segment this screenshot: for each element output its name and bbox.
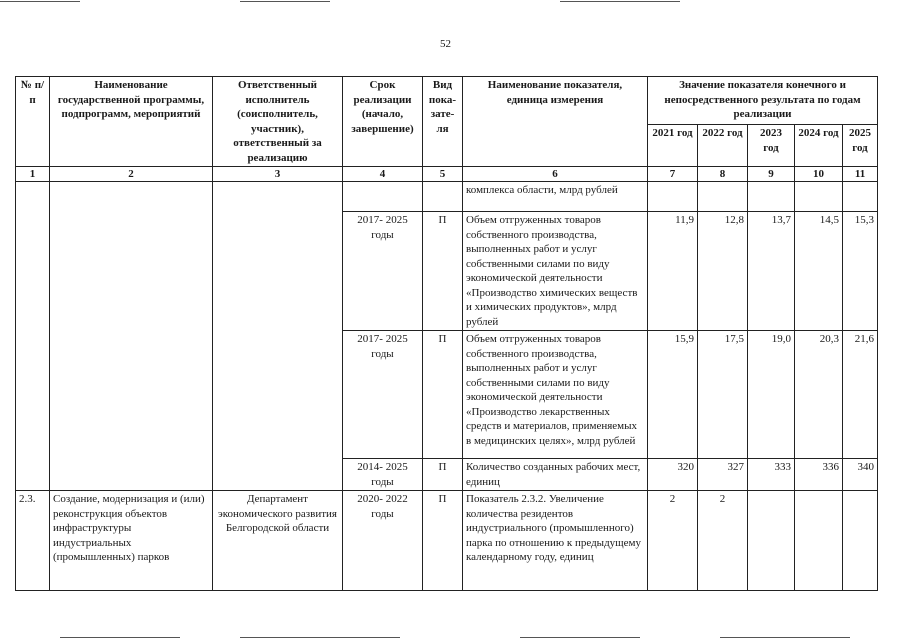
column-number: 7	[648, 167, 698, 182]
cell-number	[16, 182, 50, 491]
cell-indicator: Объем отгруженных товаров собственного производства, выполненных работ и услуг собственными силами по виду экономической деятельности «Производство химических веществ и химических продуктов», млрд рублей	[463, 212, 648, 331]
cell-value: 21,6	[843, 331, 878, 459]
cell-value: 336	[795, 459, 843, 491]
header-indicator-name: Наименование показателя, единица измерения	[463, 77, 648, 167]
cell-value: 340	[843, 459, 878, 491]
scan-artifact	[0, 1, 80, 2]
scan-artifact	[520, 637, 640, 638]
column-number: 3	[213, 167, 343, 182]
cell-value: 13,7	[748, 212, 795, 331]
cell-indicator: Показатель 2.3.2. Увеличение количества резидентов индустриального (промышленного) парка по отношению к предыдущему календарному году, единиц	[463, 491, 648, 591]
cell-value	[648, 182, 698, 212]
scan-artifact	[60, 637, 180, 638]
header-year: 2022 год	[698, 125, 748, 167]
header-year: 2025 год	[843, 125, 878, 167]
cell-value: 12,8	[698, 212, 748, 331]
cell-value	[698, 182, 748, 212]
cell-period: 2017- 2025 годы	[343, 212, 423, 331]
table-row	[16, 491, 878, 591]
cell-executor	[213, 182, 343, 491]
cell-value: 2	[648, 491, 698, 591]
column-numbers-row	[16, 167, 878, 182]
cell-value: 15,3	[843, 212, 878, 331]
header-indicator-type: Вид пока- зате- ля	[423, 77, 463, 167]
column-number: 2	[50, 167, 213, 182]
header-period: Срок реализации (начало, завершение)	[343, 77, 423, 167]
cell-value	[843, 182, 878, 212]
cell-type: П	[423, 459, 463, 491]
cell-value: 327	[698, 459, 748, 491]
cell-value	[795, 182, 843, 212]
column-number: 6	[463, 167, 648, 182]
scan-artifact	[560, 1, 680, 2]
cell-value: 20,3	[795, 331, 843, 459]
program-indicators-table	[15, 76, 878, 591]
cell-value: 15,9	[648, 331, 698, 459]
cell-indicator: комплекса области, млрд рублей	[463, 182, 648, 212]
cell-value: 17,5	[698, 331, 748, 459]
header-values-group: Значение показателя конечного и непосредственного результата по годам реализации	[648, 77, 878, 125]
cell-activity: Создание, модернизация и (или) реконструкция объектов инфраструктуры индустриальных (промышленных) парков	[50, 491, 213, 591]
scan-artifact	[240, 1, 330, 2]
cell-type: П	[423, 212, 463, 331]
cell-executor: Департамент экономического развития Белгородской области	[213, 491, 343, 591]
column-number: 1	[16, 167, 50, 182]
header-responsible: Ответственный исполнитель (соисполнитель, участник), ответственный за реализацию	[213, 77, 343, 167]
table-row	[16, 182, 878, 212]
column-number: 10	[795, 167, 843, 182]
cell-type: П	[423, 491, 463, 591]
cell-value: 19,0	[748, 331, 795, 459]
scan-artifact	[240, 637, 400, 638]
column-number: 11	[843, 167, 878, 182]
page-number: 52	[440, 38, 451, 50]
header-year: 2024 год	[795, 125, 843, 167]
cell-value	[748, 182, 795, 212]
column-number: 4	[343, 167, 423, 182]
cell-period: 2014- 2025 годы	[343, 459, 423, 491]
cell-value: 333	[748, 459, 795, 491]
cell-period: 2020- 2022 годы	[343, 491, 423, 591]
cell-value: 2	[698, 491, 748, 591]
cell-period	[343, 182, 423, 212]
cell-value	[795, 491, 843, 591]
header-number: № п/п	[16, 77, 50, 167]
cell-value: 11,9	[648, 212, 698, 331]
column-number: 8	[698, 167, 748, 182]
header-year: 2021 год	[648, 125, 698, 167]
cell-number: 2.3.	[16, 491, 50, 591]
cell-indicator: Объем отгруженных товаров собственного производства, выполненных работ и услуг собственными силами по виду экономической деятельности «Производство лекарственных средств и материалов, применяемых в медицинских целях», млрд рублей	[463, 331, 648, 459]
cell-period: 2017- 2025 годы	[343, 331, 423, 459]
header-program-name: Наименование государственной программы, подпрограмм, мероприятий	[50, 77, 213, 167]
cell-activity	[50, 182, 213, 491]
cell-value	[748, 491, 795, 591]
header-year: 2023 год	[748, 125, 795, 167]
scan-artifact	[720, 637, 850, 638]
cell-type: П	[423, 331, 463, 459]
column-number: 9	[748, 167, 795, 182]
cell-indicator: Количество созданных рабочих мест, единиц	[463, 459, 648, 491]
cell-value: 14,5	[795, 212, 843, 331]
cell-value: 320	[648, 459, 698, 491]
cell-type	[423, 182, 463, 212]
cell-value	[843, 491, 878, 591]
header-row	[16, 77, 878, 125]
column-number: 5	[423, 167, 463, 182]
